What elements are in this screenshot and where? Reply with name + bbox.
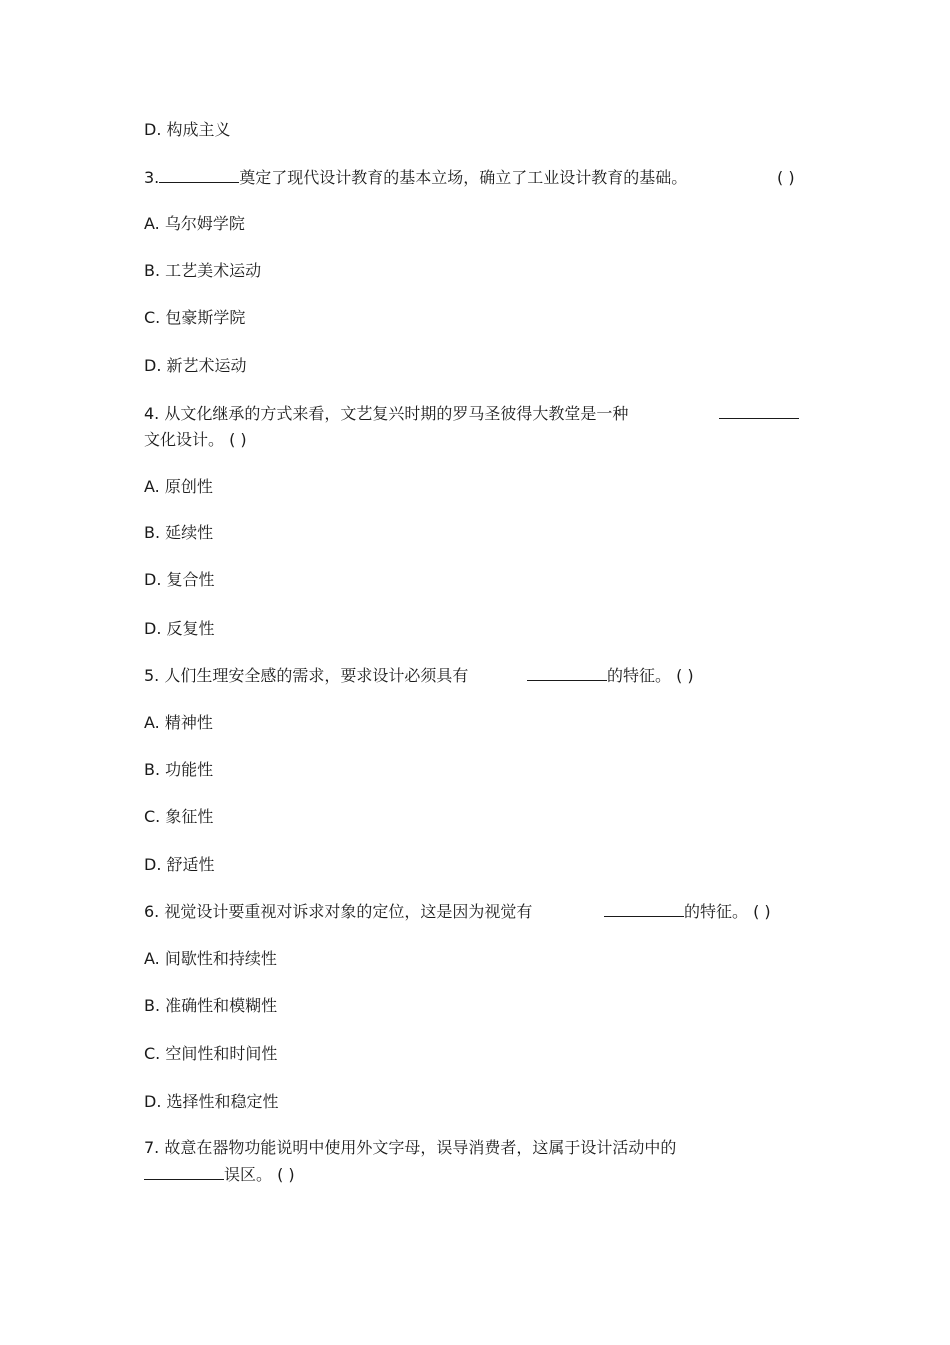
question-5-text: 5. 人们生理安全感的需求，要求设计必须具有 [144,666,469,685]
question-3-option-a: A. 乌尔姆学院 [144,214,245,233]
question-7: 7. 故意在器物功能说明中使用外文字母，误导消费者，这属于设计活动中的 [144,1138,677,1157]
question-6-tail [604,902,771,922]
question-5-tail-text: 的特征。 ( ) [607,666,694,685]
question-7-tail-text: 误区。 ( ) [224,1165,295,1184]
question-5-option-b: B. 功能性 [144,760,214,779]
option-d-constructivism: D. 构成主义 [144,120,231,139]
question-3-text: 奠定了现代设计教育的基本立场，确立了工业设计教育的基础。 [239,168,688,187]
answer-blank [159,168,239,183]
question-3-answer-parens: ( ) [777,168,795,187]
question-6-option-b: B. 准确性和模糊性 [144,996,278,1015]
question-3-number: 3. [144,168,160,187]
question-5-option-c: C. 象征性 [144,807,214,826]
question-6-option-c: C. 空间性和时间性 [144,1044,278,1063]
question-4-blank [719,404,799,424]
question-5-option-d: D. 舒适性 [144,855,215,874]
question-5-tail [527,666,694,686]
question-6-text: 6. 视觉设计要重视对诉求对象的定位，这是因为视觉有 [144,902,533,921]
question-6-option-a: A. 间歇性和持续性 [144,949,277,968]
question-6-tail-text: 的特征。 ( ) [684,902,771,921]
question-3-option-b: B. 工艺美术运动 [144,261,262,280]
answer-blank [144,1165,224,1180]
question-4-option-d1: D. 复合性 [144,570,215,589]
question-4-option-b: B. 延续性 [144,523,214,542]
question-4-option-d2: D. 反复性 [144,619,215,638]
question-3 [144,168,687,188]
question-4-option-a: A. 原创性 [144,477,213,496]
answer-blank [604,902,684,917]
question-3-option-c: C. 包豪斯学院 [144,308,246,327]
answer-blank [719,404,799,419]
question-4-continuation: 文化设计。 ( ) [144,430,247,449]
question-5 [144,666,468,686]
question-6-option-d: D. 选择性和稳定性 [144,1092,279,1111]
question-4: 4. 从文化继承的方式来看，文艺复兴时期的罗马圣彼得大教堂是一种 [144,404,629,423]
question-5-option-a: A. 精神性 [144,713,213,732]
question-3-option-d: D. 新艺术运动 [144,356,247,375]
question-7-continuation [144,1165,295,1185]
answer-blank [527,666,607,681]
question-6 [144,902,532,922]
